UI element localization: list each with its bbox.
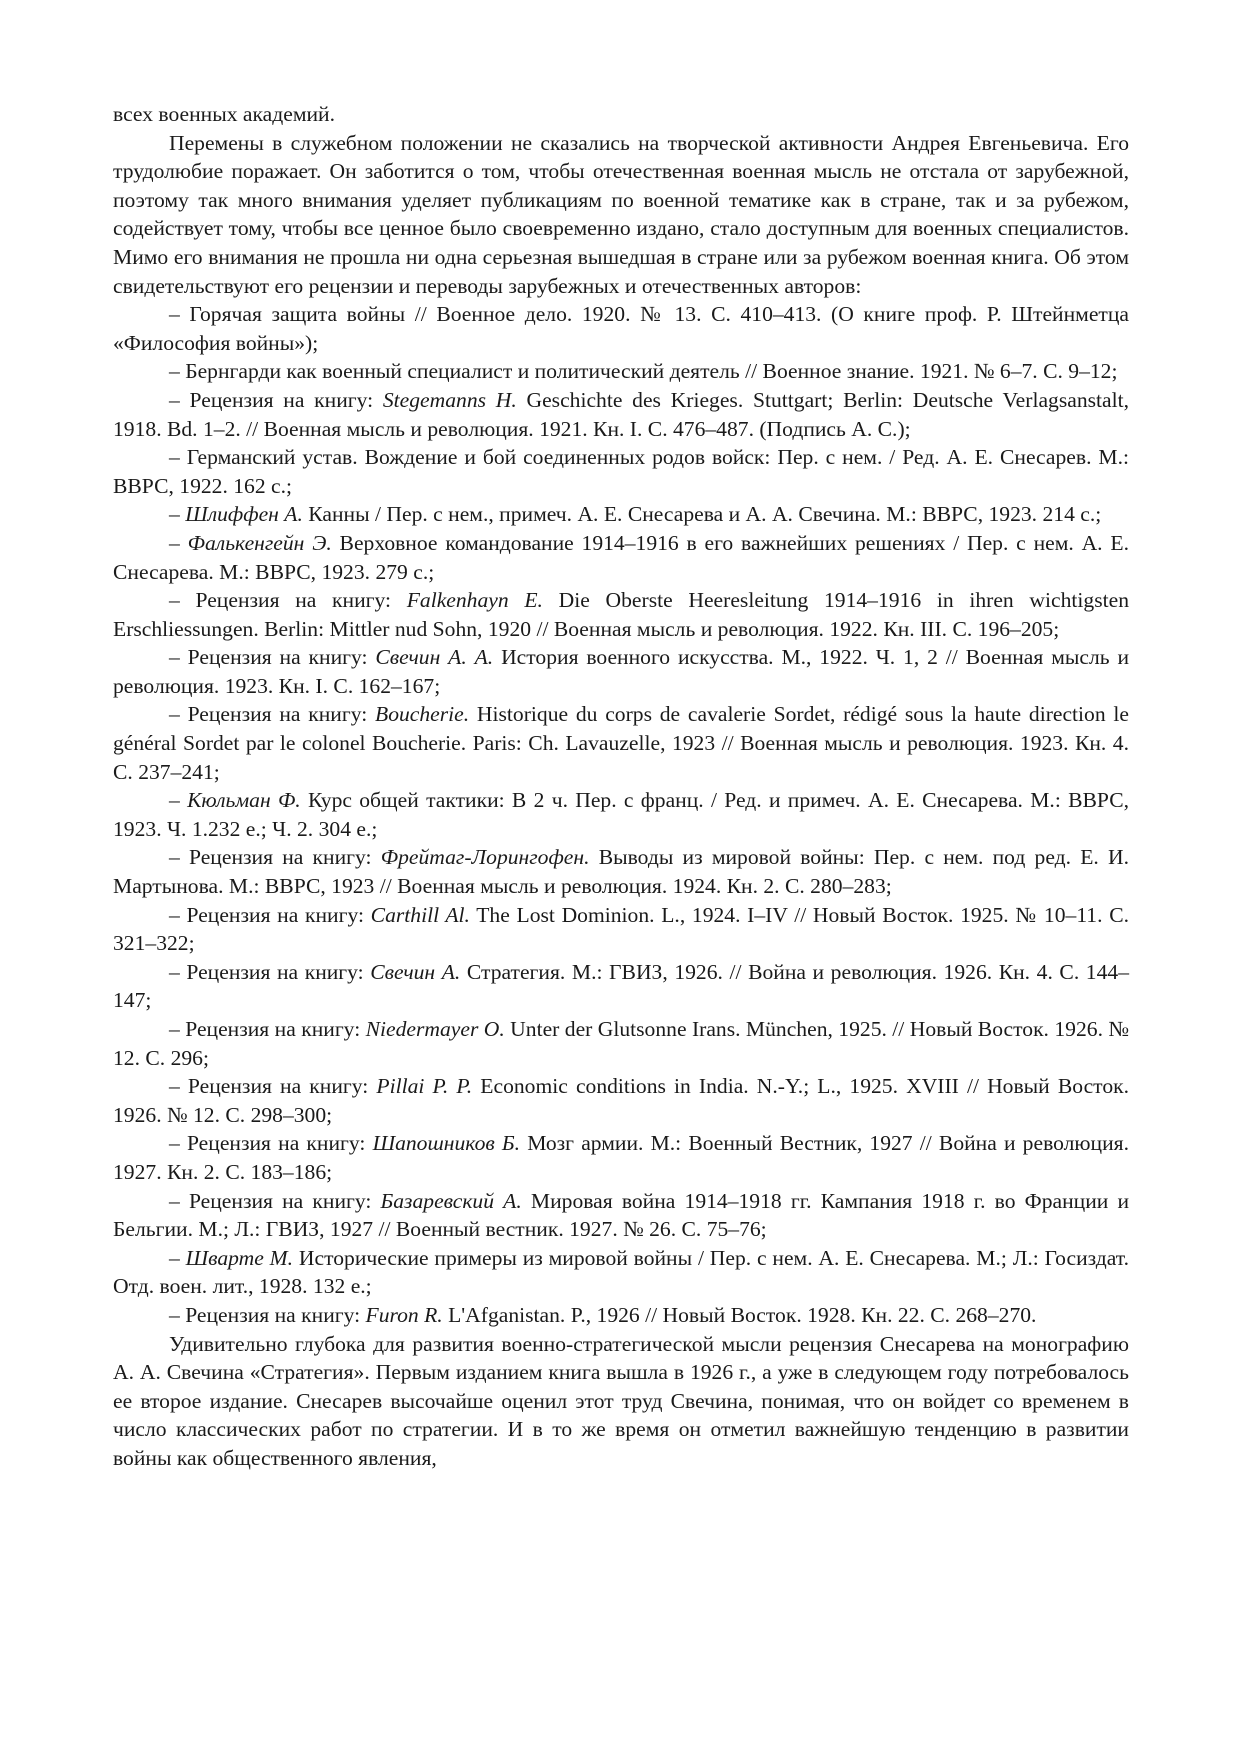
reference-details: Выводы из мировой войны: Пер. с нем. под ред. Е. И. Мартынова. М.: ВВРС, 1923 // Военная мысль и революция. 1924. Кн. 2. С. 280–283; (113, 845, 1129, 899)
reference-details: Канны / Пер. с нем., примеч. А. Е. Снесарева и А. А. Свечина. М.: ВВРС, 1923. 214 с.; (302, 502, 1102, 527)
reference-author: Базаревский А. (380, 1188, 522, 1213)
reference-details: Historique du corps de cavalerie Sordet, rédigé sous la haute direction le général Sordet par le colonel Boucherie. Paris: Ch. Lavauzelle, 1923 // Военная мысль и революция. 1923. Кн. 4. С. 237–241; (113, 702, 1129, 784)
reference-text: – Рецензия на книгу: (169, 1131, 373, 1156)
reference-author: Pillai P. P. (376, 1074, 473, 1099)
reference-details: L'Afganistan. P., 1926 // Новый Восток. 1928. Кн. 22. С. 268–270. (442, 1302, 1037, 1327)
reference-item (113, 958, 1129, 1015)
paragraph-svechin-review: Удивительно глубока для развития военно-стратегической мысли рецензия Снесарева на монографию А. А. Свечина «Стратегия». Первым изданием книга вышла в 1926 г., а уже в следующем году потребовалось ее второе издание. Снесарев высочайше оценил этот труд Свечина, понимая, что он войдет со временем в число классических работ по стратегии. И в то же время он отметил важнейшую тенденцию в развитии войны как общественного явления, (113, 1331, 1129, 1470)
reference-text: – (169, 1245, 186, 1270)
reference-author: Niedermayer O. (365, 1017, 505, 1041)
reference-text: – Рецензия на книгу: (169, 645, 376, 670)
reference-text: – Рецензия на книгу: (169, 1017, 366, 1041)
reference-item (113, 1187, 1129, 1244)
paragraph-activity: Перемены в служебном положении не сказались на творческой активности Андрея Евгеньевича. Его трудолюбие поражает. Он заботится о том, чтобы отечественная военная мысль не отстала от зарубежной, поэтому так много внимания уделяет публикациям по военной тематике как в стране, так и за рубежом, содействует тому, чтобы все ценное было своевременно издано, стало доступным для военных специалистов. Мимо его внимания не прошла ни одна серьезная вышедшая в стране или за рубежом военная книга. Об этом свидетельствуют его рецензии и переводы зарубежных и отечественных авторов: (113, 130, 1129, 298)
reference-author: Свечин А. (370, 959, 461, 984)
reference-item (113, 443, 1129, 500)
reference-item (113, 786, 1129, 843)
reference-text: – Рецензия на книгу: (169, 1074, 377, 1099)
reference-item (113, 357, 1129, 386)
reference-details: Die Oberste Heeresleitung 1914–1916 in ihren wichtigsten Erschliessungen. Berlin: Mittler nud Sohn, 1920 // Военная мысль и революция. 1922. Кн. III. С. 196–205; (113, 588, 1129, 641)
reference-author: Шапошников Б. (372, 1131, 521, 1156)
reference-text: – Рецензия на книгу: (169, 702, 376, 727)
reference-details: Мозг армии. М.: Военный Вестник, 1927 // Война и революция. 1927. Кн. 2. С. 183–186; (113, 1131, 1129, 1184)
reference-text: – (169, 788, 188, 813)
reference-item (113, 843, 1129, 900)
reference-item (113, 300, 1129, 357)
reference-details: The Lost Dominion. L., 1924. I–IV // Новый Восток. 1925. № 10–11. С. 321–322; (113, 902, 1129, 956)
reference-author: Свечин А. А. (375, 645, 494, 670)
reference-author: Falkenhayn E. (406, 588, 543, 613)
reference-text: – Рецензия на книгу: (169, 1188, 381, 1213)
reference-details: Unter der Glutsonne Irans. München, 1925. // Новый Восток. 1926. № 12. С. 296; (113, 1017, 1129, 1070)
document-page (113, 100, 1129, 1473)
reference-author: Stegemanns H. (382, 387, 517, 412)
reference-text: – Рецензия на книгу: (169, 387, 383, 412)
reference-author: Фрейтаг-Лорингофен. (380, 845, 590, 870)
reference-author: Кюльман Ф. (187, 788, 301, 813)
reference-text: – Германский устав. Вождение и бой соединенных родов войск: Пер. с нем. / Ред. А. Е. Снесарев. М.: ВВРС, 1922. 162 с.; (113, 445, 1129, 498)
reference-details: Стратегия. М.: ГВИЗ, 1926. // Война и революция. 1926. Кн. 4. С. 144–147; (113, 959, 1129, 1013)
reference-details: Верховное командование 1914–1916 в его важнейших решениях / Пер. с нем. А. Е. Снесарева. М.: ВВРС, 1923. 279 с.; (113, 530, 1129, 584)
reference-details: Курс общей тактики: В 2 ч. Пер. с франц. / Ред. и примеч. А. Е. Снесарева. М.: ВВРС, 1923. Ч. 1.232 е.; Ч. 2. 304 е.; (113, 788, 1129, 841)
reference-item (113, 1244, 1129, 1301)
reference-author: Boucherie. (375, 702, 470, 727)
reference-text: – Бернгарди как военный специалист и политический деятель // Военное знание. 1921. № 6–7. С. 9–12; (169, 359, 1118, 384)
reference-item (113, 586, 1129, 643)
reference-author: Carthill Al. (370, 902, 470, 927)
reference-list (113, 300, 1129, 1329)
paragraph-intro-end: всех военных академий. (113, 102, 336, 126)
reference-text: – Рецензия на книгу: (169, 845, 381, 870)
reference-details: Мировая война 1914–1918 гг. Кампания 1918 г. во Франции и Бельгии. М.; Л.: ГВИЗ, 1927 // Военный вестник. 1927. № 26. С. 75–76; (113, 1188, 1130, 1242)
reference-text: – Рецензия на книгу: (169, 959, 371, 984)
reference-item (113, 1072, 1129, 1129)
reference-text: – Горячая защита войны // Военное дело. 1920. № 13. С. 410–413. (О книге проф. Р. Штейнметца «Философия войны»); (113, 302, 1129, 355)
reference-text: – Рецензия на книгу: (169, 902, 371, 927)
reference-text: – (169, 530, 188, 555)
reference-author: Шлиффен А. (185, 502, 303, 527)
reference-item (113, 901, 1129, 958)
reference-details: Geschichte des Krieges. Stuttgart; Berlin: Deutsche Verlagsanstalt, 1918. Bd. 1–2. // Военная мысль и революция. 1921. Кн. I. С. 476–487. (Подпись А. С.); (113, 387, 1129, 441)
reference-text: – (169, 502, 186, 527)
reference-item (113, 700, 1129, 786)
reference-author: Furon R. (365, 1302, 443, 1327)
reference-text: – Рецензия на книгу: (169, 1302, 366, 1327)
reference-item (113, 386, 1129, 443)
reference-item (113, 500, 1129, 529)
reference-text: – Рецензия на книгу: (169, 588, 407, 613)
reference-details: Исторические примеры из мировой войны / Пер. с нем. А. Е. Снесарева. М.; Л.: Госиздат. Отд. воен. лит., 1928. 132 е.; (113, 1245, 1129, 1299)
reference-author: Фалькенгейн Э. (187, 530, 332, 555)
reference-details: Economic conditions in India. N.-Y.; L., 1925. XVIII // Новый Восток. 1926. № 12. С. 298–300; (113, 1074, 1130, 1127)
reference-item (113, 1301, 1129, 1330)
reference-item (113, 529, 1129, 586)
reference-author: Шварте М. (185, 1245, 294, 1270)
reference-details: История военного искусства. М., 1922. Ч. 1, 2 // Военная мысль и революция. 1923. Кн. I. С. 162–167; (113, 645, 1129, 698)
reference-item (113, 1015, 1129, 1072)
reference-item (113, 1129, 1129, 1186)
reference-item (113, 643, 1129, 700)
